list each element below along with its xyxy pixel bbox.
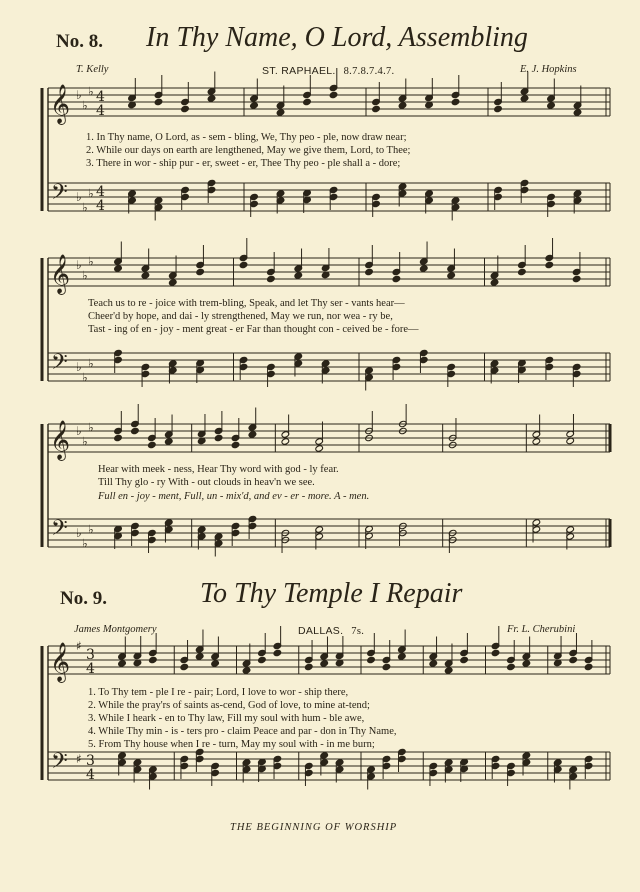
flat-sign: ♭ <box>82 98 88 113</box>
hymn-title: To Thy Temple I Repair <box>200 578 463 609</box>
note-head <box>382 663 391 670</box>
lyric-line: Teach us to re - joice with trem-bling, Speak, and let Thy ser - vants hear— <box>88 298 405 309</box>
time-signature: 4 <box>96 89 105 105</box>
sharp-sign: ♯ <box>76 752 82 766</box>
flat-sign: ♭ <box>82 200 88 215</box>
hymn-number: No. 9. <box>60 588 107 609</box>
author-credit: T. Kelly <box>76 64 109 75</box>
note-head <box>320 660 329 667</box>
note-head <box>522 660 531 667</box>
flat-sign: ♭ <box>76 88 82 102</box>
lyric-line: Hear with meek - ness, Hear Thy word with god - ly fear. <box>98 464 339 475</box>
flat-sign: ♭ <box>88 84 94 99</box>
flat-sign: ♭ <box>76 258 82 272</box>
flat-sign: ♭ <box>88 420 94 435</box>
lyric-line: 3. While I heark - en to Thy law, Fill my soul with hum - ble awe, <box>88 713 365 724</box>
treble-clef: 𝄞 <box>50 84 71 124</box>
time-signature: 3 <box>86 753 95 769</box>
note-head <box>180 663 189 670</box>
treble-clef: 𝄞 <box>50 642 71 682</box>
time-signature: 3 <box>86 647 95 663</box>
time-signature: 4 <box>86 661 95 677</box>
note-head <box>258 656 267 663</box>
author-credit: James Montgomery <box>74 624 157 635</box>
flat-sign: ♭ <box>82 268 88 283</box>
bass-clef: 𝄢 <box>51 516 68 546</box>
lyric-line: Full en - joy - ment, Full, un - mix'd, and ev - er - more. A - men. <box>98 491 370 502</box>
lyric-line: 4. While Thy min - is - ters pro - claim Peace and par - don in Thy Name, <box>88 726 397 737</box>
note-head <box>444 667 453 674</box>
note-head <box>242 667 251 674</box>
lyric-line: Tast - ing of en - joy - ment great - er Far than thought con - ceived be - fore— <box>88 324 419 335</box>
lyric-line: 2. While our days on earth are lengthened, May we give them, Lord, to Thee; <box>86 145 411 156</box>
flat-sign: ♭ <box>76 526 82 540</box>
note-head <box>367 656 376 663</box>
bass-clef: 𝄢 <box>51 350 68 380</box>
tune-meter: 8.7.8.7.4.7. <box>343 66 395 77</box>
lyric-line: 1. To Thy tem - ple I re - pair; Lord, I love to wor - ship there, <box>88 687 349 698</box>
hymn-title: In Thy Name, O Lord, Assembling <box>146 22 528 53</box>
time-signature: 4 <box>96 198 105 214</box>
lyric-line: Cheer'd by hope, and dai - ly strengthened, May we run, nor wea - ry be, <box>88 311 393 322</box>
flat-sign: ♭ <box>88 254 94 269</box>
page-footer: THE BEGINNING OF WORSHIP <box>230 822 398 833</box>
note-head <box>429 660 438 667</box>
hymn-number: No. 8. <box>56 31 103 52</box>
lyric-line: 2. While the pray'rs of saints as-cend, God of love, to mine at-tend; <box>88 700 370 711</box>
tune-title: DALLAS. <box>298 625 344 637</box>
flat-sign: ♭ <box>76 424 82 438</box>
note-head <box>491 649 500 656</box>
flat-sign: ♭ <box>76 360 82 374</box>
note-head <box>569 656 578 663</box>
treble-clef: 𝄞 <box>50 420 71 460</box>
bass-clef: 𝄢 <box>51 180 68 210</box>
note-head <box>149 656 158 663</box>
lyric-line: 1. In Thy name, O Lord, as - sem - bling, We, Thy peo - ple, now draw near; <box>86 132 407 143</box>
composer-credit: E. J. Hopkins <box>520 64 577 75</box>
note-head <box>460 656 469 663</box>
note-head <box>398 653 407 660</box>
note-head <box>304 663 313 670</box>
flat-sign: ♭ <box>76 190 82 204</box>
time-signature: 4 <box>96 184 105 200</box>
flat-sign: ♭ <box>82 434 88 449</box>
note-head <box>118 660 127 667</box>
bass-clef: 𝄢 <box>51 749 68 779</box>
treble-clef: 𝄞 <box>50 254 71 294</box>
time-signature: 4 <box>96 103 105 119</box>
flat-sign: ♭ <box>88 522 94 537</box>
lyric-line: 5. From Thy house when I re - turn, May my soul with - in me burn; <box>88 739 375 750</box>
sharp-sign: ♯ <box>76 639 82 653</box>
flat-sign: ♭ <box>88 356 94 371</box>
note-head <box>584 663 593 670</box>
flat-sign: ♭ <box>82 370 88 385</box>
note-head <box>195 653 204 660</box>
flat-sign: ♭ <box>88 186 94 201</box>
tune-title: ST. RAPHAEL. <box>262 65 336 77</box>
lyric-line: Till Thy glo - ry With - out clouds in heav'n we see. <box>98 477 315 488</box>
tune-meter: 7s. <box>351 626 365 637</box>
composer-credit: Fr. L. Cherubini <box>507 624 576 635</box>
time-signature: 4 <box>86 767 95 783</box>
lyric-line: 3. There in wor - ship pur - er, sweet - er, Thee Thy peo - ple shall a - dore; <box>86 158 401 169</box>
flat-sign: ♭ <box>82 536 88 551</box>
note-head <box>273 649 282 656</box>
note-head <box>211 660 220 667</box>
note-head <box>507 663 516 670</box>
